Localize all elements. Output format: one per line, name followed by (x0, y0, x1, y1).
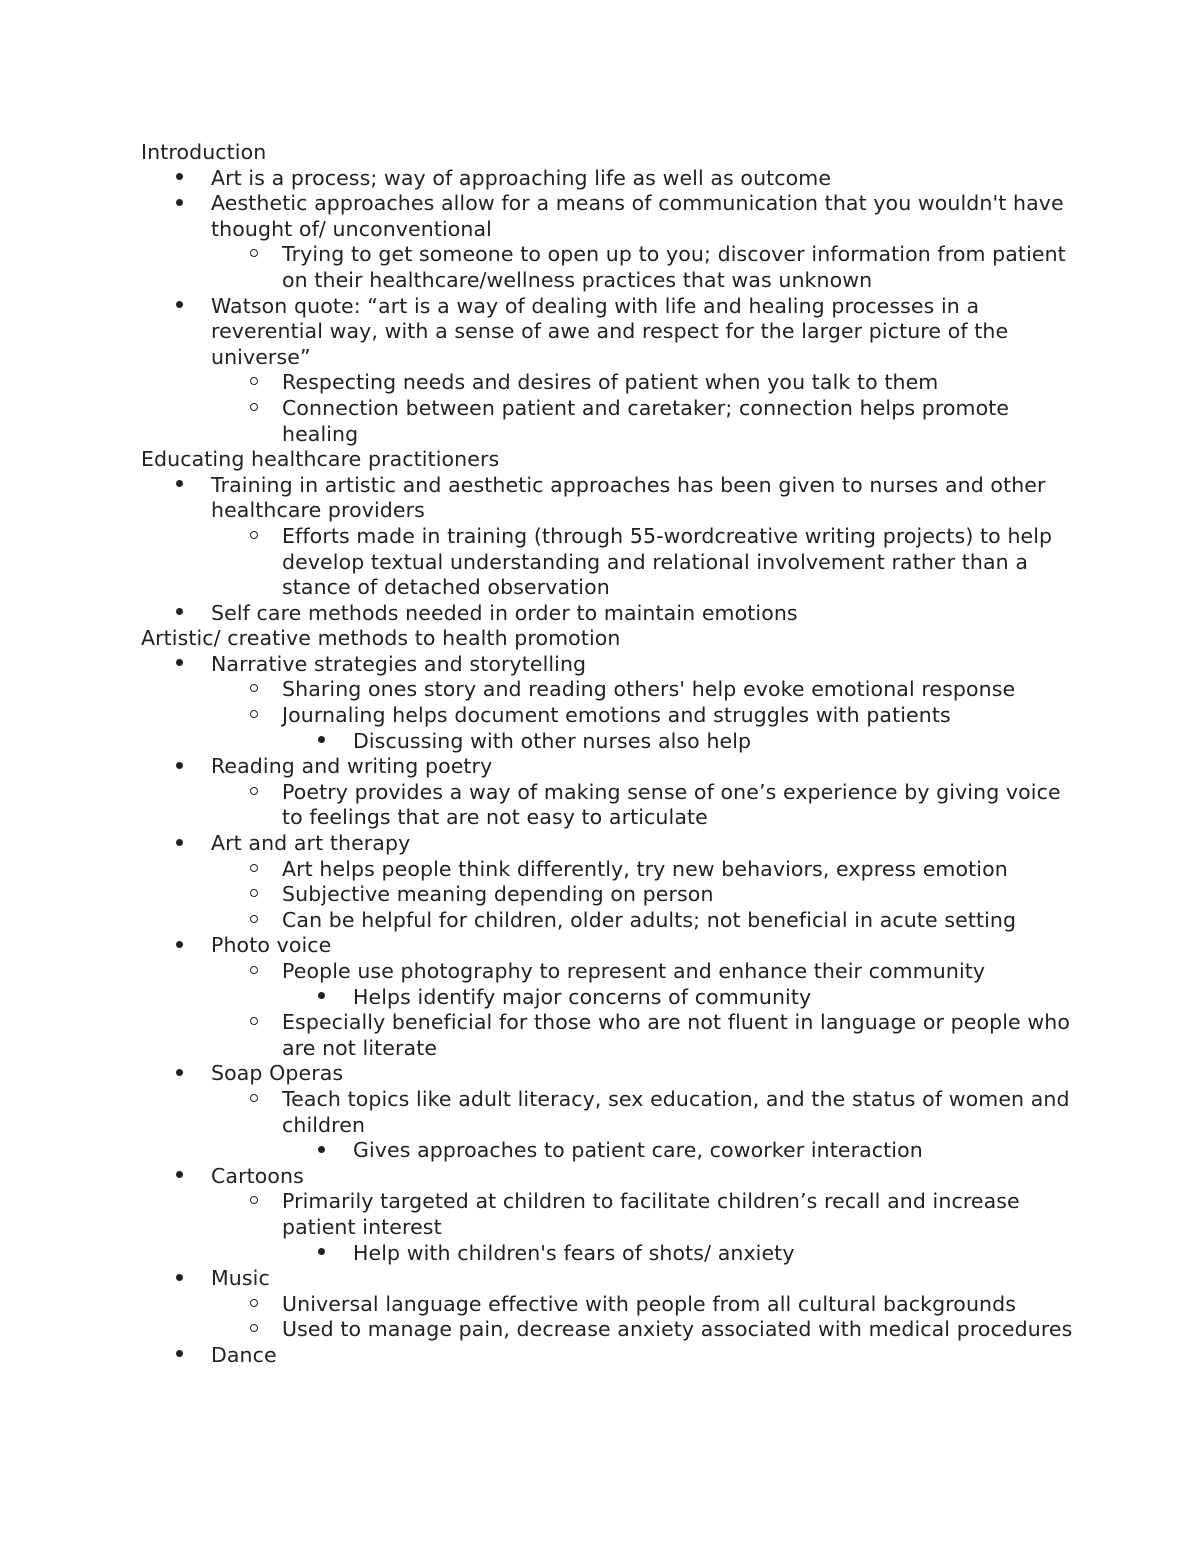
list-item-text: Gives approaches to patient care, coworker interaction (353, 1138, 923, 1163)
list-item-text: Music (211, 1266, 270, 1291)
list-item-text: Poetry provides a way of making sense of one’s experience by giving voice to feelings that are not easy to articulate (282, 779, 1061, 830)
list-item (141, 703, 1081, 729)
list-item (141, 754, 1081, 780)
list-item (141, 1266, 1081, 1292)
list-item (141, 857, 1081, 883)
section-heading: Educating healthcare practitioners (141, 447, 500, 472)
section-heading: Artistic/ creative methods to health promotion (141, 626, 621, 651)
bullet-icon (169, 191, 189, 217)
bullet-icon (169, 1266, 189, 1292)
hollow-bullet-icon (244, 242, 264, 268)
list-item-text: Dance (211, 1342, 277, 1367)
hollow-bullet-icon (244, 959, 264, 985)
list-item (141, 729, 1081, 755)
hollow-bullet-icon (244, 882, 264, 908)
hollow-bullet-icon (244, 370, 264, 396)
bullet-icon (311, 1138, 331, 1164)
list-item-text: Training in artistic and aesthetic approaches has been given to nurses and other healthcare providers (211, 472, 1046, 523)
list-item-text: Primarily targeted at children to facilitate children’s recall and increase patient interest (282, 1189, 1020, 1239)
bullet-icon (311, 1241, 331, 1267)
list-item (141, 473, 1081, 524)
list-item (141, 1189, 1081, 1240)
list-item-text: Especially beneficial for those who are not fluent in language or people who are not literate (282, 1010, 1070, 1060)
list-item-text: Soap Operas (211, 1061, 344, 1086)
list-item (141, 1010, 1081, 1061)
list-item (141, 370, 1081, 396)
list-item (141, 1343, 1081, 1369)
list-item-text: Respecting needs and desires of patient when you talk to them (282, 370, 939, 395)
list-item (141, 985, 1081, 1011)
list-item (141, 652, 1081, 678)
list-item-text: Trying to get someone to open up to you; discover information from patient on their healthcare/wellness practices that was unknown (282, 242, 1066, 292)
bullet-icon (169, 754, 189, 780)
bullet-icon (169, 473, 189, 499)
list-item-text: Help with children's fears of shots/ anxiety (353, 1240, 795, 1265)
hollow-bullet-icon (244, 1292, 264, 1318)
hollow-bullet-icon (244, 1010, 264, 1036)
bullet-icon (169, 1343, 189, 1369)
bullet-icon (311, 985, 331, 1011)
list-item (141, 191, 1081, 242)
list-item (141, 831, 1081, 857)
list-item-text: Journaling helps document emotions and struggles with patients (282, 703, 951, 728)
bullet-icon (169, 601, 189, 627)
list-item-text: Cartoons (211, 1163, 304, 1188)
list-item-text: Reading and writing poetry (211, 754, 493, 779)
bullet-icon (169, 166, 189, 192)
bullet-icon (169, 1164, 189, 1190)
section-heading: Introduction (141, 140, 267, 164)
list-item-text: Teach topics like adult literacy, sex education, and the status of women and children (282, 1086, 1070, 1137)
list-item (141, 1087, 1081, 1138)
bullet-icon (169, 831, 189, 857)
list-item-text: Aesthetic approaches allow for a means of communication that you wouldn't have thought of/ unconventional (211, 191, 1064, 241)
list-item (141, 1317, 1081, 1343)
list-item-text: Used to manage pain, decrease anxiety associated with medical procedures (282, 1317, 1073, 1342)
list-item (141, 524, 1081, 601)
hollow-bullet-icon (244, 1189, 264, 1215)
list-item-text: Art and art therapy (211, 831, 411, 856)
list-item (141, 959, 1081, 985)
list-item-text: Watson quote: “art is a way of dealing with life and healing processes in a reverential way, with a sense of awe and respect for the larger picture of the universe” (211, 293, 1009, 369)
hollow-bullet-icon (244, 524, 264, 550)
list-item (141, 1241, 1081, 1267)
list-item-text: Self care methods needed in order to maintain emotions (211, 600, 798, 625)
hollow-bullet-icon (244, 780, 264, 806)
list-item-text: Efforts made in training (through 55-wordcreative writing projects) to help develop textual understanding and relational involvement rather than a stance of detached observation (282, 523, 1053, 600)
list-item (141, 396, 1081, 447)
list-item (141, 601, 1081, 627)
bullet-icon (169, 933, 189, 959)
hollow-bullet-icon (244, 677, 264, 703)
hollow-bullet-icon (244, 1317, 264, 1343)
hollow-bullet-icon (244, 908, 264, 934)
list-item-text: Connection between patient and caretaker; connection helps promote healing (282, 395, 1010, 446)
list-item (141, 294, 1081, 371)
list-item-text: Photo voice (211, 933, 332, 958)
hollow-bullet-icon (244, 1087, 264, 1113)
list-item-text: Universal language effective with people from all cultural backgrounds (282, 1291, 1017, 1316)
list-item-text: Art helps people think differently, try new behaviors, express emotion (282, 856, 1008, 881)
list-item (141, 1138, 1081, 1164)
list-item-text: Art is a process; way of approaching life as well as outcome (211, 165, 832, 190)
list-item-text: Discussing with other nurses also help (353, 728, 752, 753)
list-item (141, 1061, 1081, 1087)
document-body (141, 140, 1081, 1369)
list-item (141, 242, 1081, 293)
bullet-icon (311, 729, 331, 755)
list-item (141, 166, 1081, 192)
list-item-text: Can be helpful for children, older adults; not beneficial in acute setting (282, 907, 1017, 932)
bullet-icon (169, 294, 189, 320)
list-item (141, 908, 1081, 934)
hollow-bullet-icon (244, 857, 264, 883)
list-item-text: People use photography to represent and enhance their community (282, 959, 986, 983)
list-item-text: Narrative strategies and storytelling (211, 651, 587, 676)
list-item (141, 677, 1081, 703)
bullet-icon (169, 1061, 189, 1087)
list-item (141, 1164, 1081, 1190)
list-item (141, 780, 1081, 831)
list-item-text: Sharing ones story and reading others' help evoke emotional response (282, 677, 1016, 702)
list-item (141, 882, 1081, 908)
bullet-icon (169, 652, 189, 678)
list-item-text: Subjective meaning depending on person (282, 882, 714, 907)
list-item-text: Helps identify major concerns of community (353, 984, 812, 1009)
list-item (141, 933, 1081, 959)
hollow-bullet-icon (244, 703, 264, 729)
list-item (141, 1292, 1081, 1318)
hollow-bullet-icon (244, 396, 264, 422)
